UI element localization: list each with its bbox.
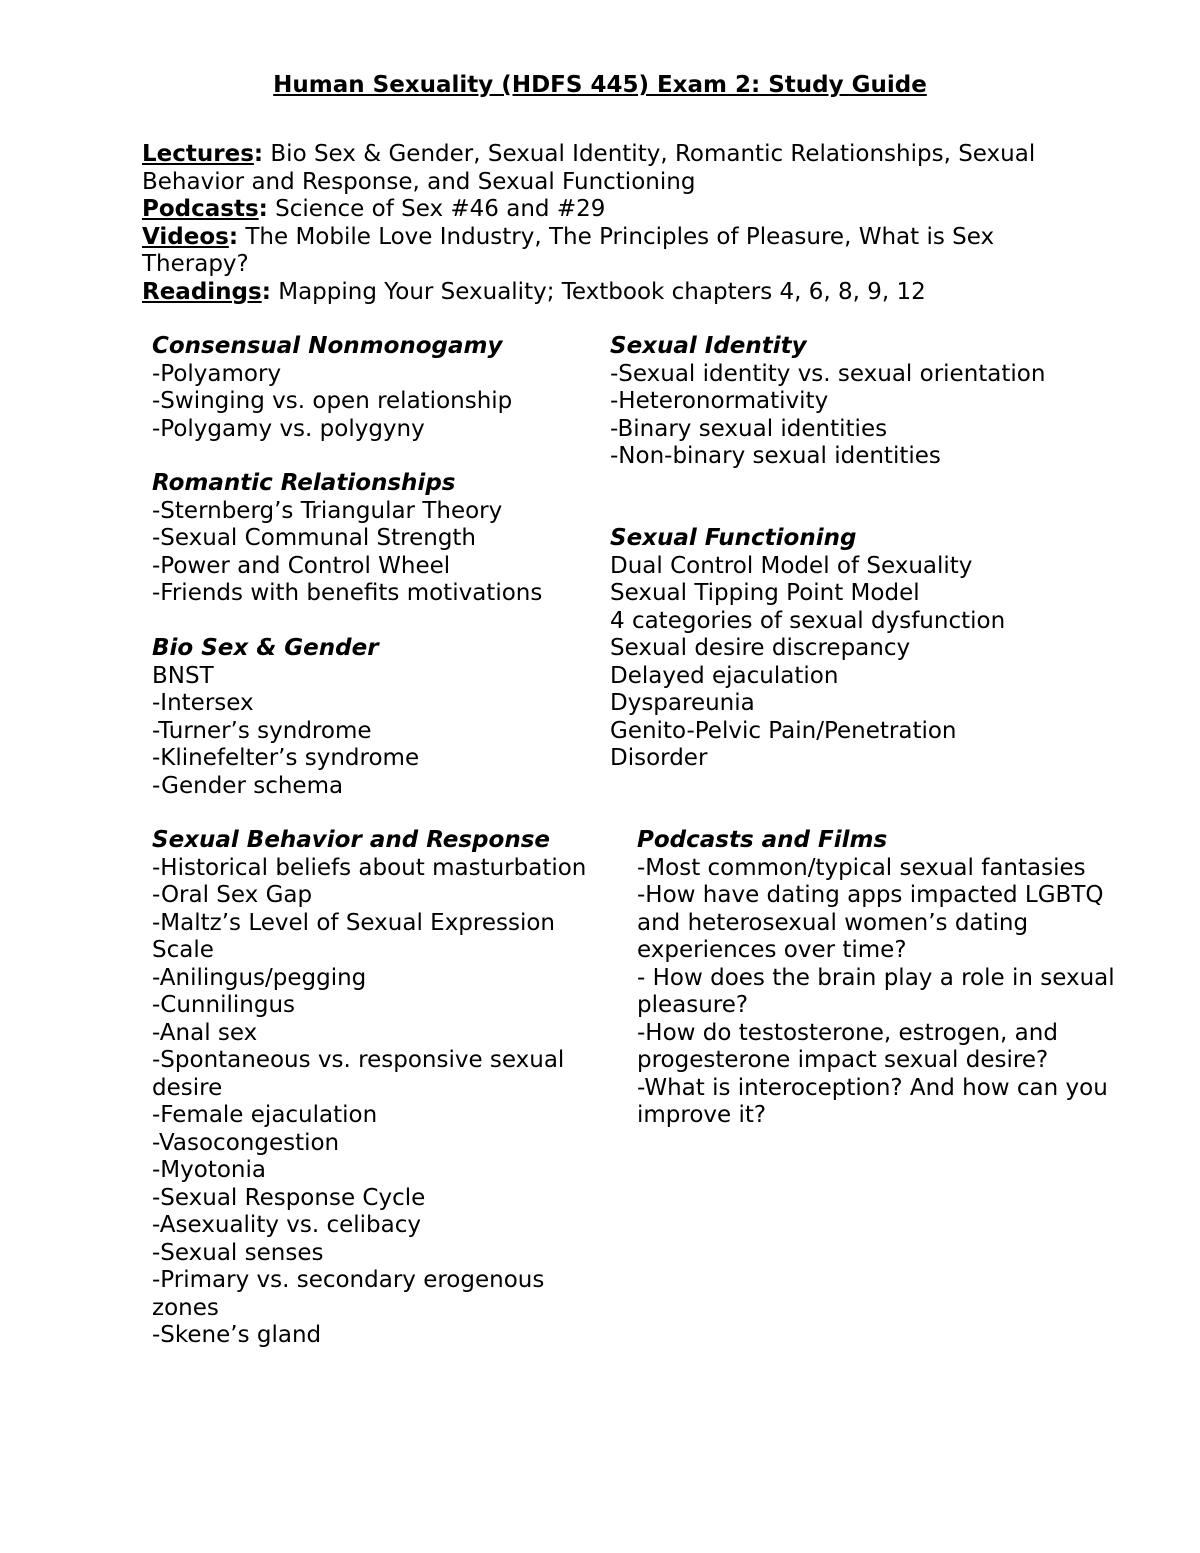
videos-colon: : <box>228 223 239 250</box>
intro-block <box>142 141 1072 306</box>
section-heading: Bio Sex & Gender <box>152 635 379 661</box>
intro-videos <box>142 224 1072 279</box>
section-consensual-nonmonogamy <box>152 333 592 443</box>
podcasts-text: Science of Sex #46 and #29 <box>267 196 606 222</box>
list-item: Sexual desire discrepancy <box>610 635 911 661</box>
list-item: -Swinging vs. open relationship <box>152 388 513 414</box>
list-item: -Intersex <box>152 690 254 716</box>
list-item: Delayed ejaculation <box>610 662 839 689</box>
section-heading: Sexual Functioning <box>610 525 857 551</box>
lectures-colon: : <box>253 141 264 167</box>
list-item: 4 categories of sexual dysfunction <box>610 607 1006 634</box>
list-item: Dual Control Model of Sexuality <box>610 552 973 579</box>
intro-readings <box>142 279 1072 307</box>
podcasts-colon: : <box>258 196 268 222</box>
intro-podcasts <box>142 196 1072 224</box>
list-item: -Heteronormativity <box>610 388 829 414</box>
list-item: -Sexual identity vs. sexual orientation <box>610 360 1046 387</box>
section-heading: Consensual Nonmonogamy <box>152 333 503 359</box>
list-item: -Vasocongestion <box>152 1129 340 1156</box>
list-item: -How do testosterone, estrogen, and progesterone impact sexual desire? <box>637 1019 1058 1073</box>
section-sexual-identity <box>610 333 1050 471</box>
list-item: -Primary vs. secondary erogenous zones <box>152 1267 545 1321</box>
list-item: -Non-binary sexual identities <box>610 443 941 469</box>
list-item: -What is interoception? And how can you improve it? <box>637 1074 1108 1128</box>
list-item: -Polyamory <box>152 360 282 387</box>
list-item: -Sexual senses <box>152 1239 324 1266</box>
readings-label: Readings <box>142 278 262 305</box>
list-item: -Polygamy vs. polygyny <box>152 415 425 442</box>
list-item: -Sternberg’s Triangular Theory <box>152 497 503 524</box>
readings-text: Mapping Your Sexuality; Textbook chapters 4, 6, 8, 9, 12 <box>270 278 926 305</box>
section-podcasts-films <box>637 827 1137 1130</box>
section-romantic-relationships <box>152 470 592 608</box>
list-item: -Anal sex <box>152 1019 258 1046</box>
podcasts-label: Podcasts <box>142 196 259 222</box>
lectures-text: Bio Sex & Gender, Sexual Identity, Romantic Relationships, Sexual Behavior and Response, and Sexual Functioning <box>142 141 1036 195</box>
list-item: -Cunnilingus <box>152 992 295 1018</box>
list-item: -Sexual Communal Strength <box>152 525 477 551</box>
list-item: -Myotonia <box>152 1157 266 1183</box>
list-item: -Maltz’s Level of Sexual Expression Scale <box>152 909 556 963</box>
section-bio-sex-gender <box>152 635 592 800</box>
list-item: -How have dating apps impacted LGBTQ and heterosexual women’s dating experiences over time? <box>637 882 1104 963</box>
section-sexual-functioning <box>610 525 1050 773</box>
list-item: -Anilingus/pegging <box>152 964 367 991</box>
list-item: -Female ejaculation <box>152 1102 378 1128</box>
list-item: -Oral Sex Gap <box>152 882 313 908</box>
readings-colon: : <box>261 278 271 305</box>
section-sexual-behavior-response <box>152 827 612 1350</box>
videos-text: The Mobile Love Industry, The Principles of Pleasure, What is Sex Therapy? <box>142 223 995 277</box>
section-heading: Romantic Relationships <box>152 470 456 496</box>
section-heading: Sexual Identity <box>610 333 807 359</box>
list-item: BNST <box>152 662 214 689</box>
list-item: -Power and Control Wheel <box>152 552 451 579</box>
list-item: - How does the brain play a role in sexual pleasure? <box>637 964 1115 1018</box>
lectures-label: Lectures <box>142 141 254 167</box>
list-item: -Most common/typical sexual fantasies <box>637 854 1086 881</box>
list-item: -Friends with benefits motivations <box>152 580 543 606</box>
list-item: -Sexual Response Cycle <box>152 1184 426 1211</box>
document-title: Human Sexuality (HDFS 445) Exam 2: Study Guide <box>273 72 927 98</box>
list-item: -Turner’s syndrome <box>152 717 372 744</box>
intro-lectures <box>142 141 1072 196</box>
list-item: -Skene’s gland <box>152 1322 322 1348</box>
section-heading: Podcasts and Films <box>637 827 888 853</box>
section-heading: Sexual Behavior and Response <box>152 827 550 853</box>
list-item: -Spontaneous vs. responsive sexual desire <box>152 1047 565 1101</box>
videos-label: Videos <box>142 223 229 250</box>
list-item: Dyspareunia <box>610 690 755 716</box>
list-item: -Klinefelter’s syndrome <box>152 745 420 771</box>
list-item: Sexual Tipping Point Model <box>610 580 920 606</box>
list-item: -Asexuality vs. celibacy <box>152 1212 422 1238</box>
list-item: -Binary sexual identities <box>610 415 888 442</box>
list-item: -Historical beliefs about masturbation <box>152 854 587 881</box>
list-item: Genito-Pelvic Pain/Penetration Disorder <box>610 717 957 771</box>
list-item: -Gender schema <box>152 772 344 799</box>
